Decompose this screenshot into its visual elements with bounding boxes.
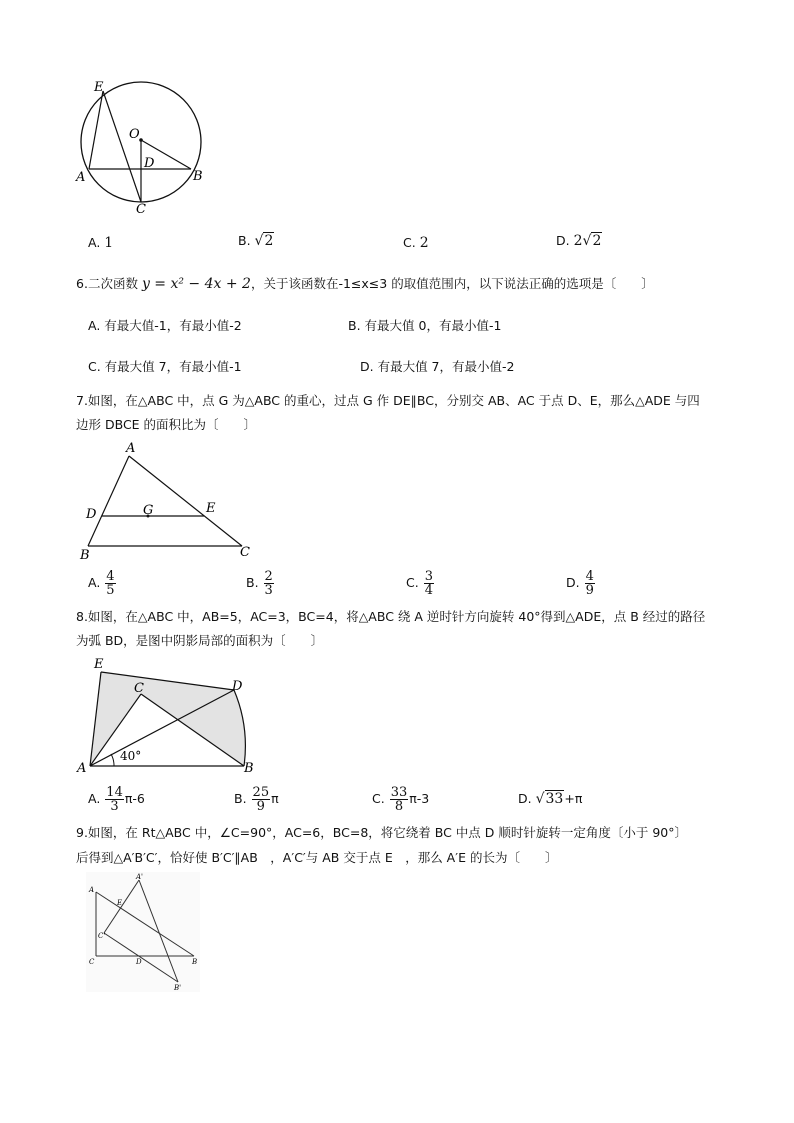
point-label-o: O — [129, 127, 140, 142]
point-label-c: C — [240, 545, 250, 560]
rotation-figure — [74, 656, 264, 778]
q7-stem-line2: 边形 DBCE 的面积比为〔 〕 — [76, 417, 257, 432]
option-letter: C. — [406, 575, 419, 590]
fraction — [264, 570, 274, 597]
option-letter: B. — [246, 575, 259, 590]
question-number: 6. — [76, 276, 88, 291]
option-letter: D. — [566, 575, 580, 590]
option-letter: B. — [238, 233, 251, 248]
option-letter: A. — [88, 575, 101, 590]
sqrt-expression: √2 — [582, 233, 602, 249]
q6-option-d: D. 有最大值 7，有最小值-2 — [360, 359, 515, 374]
rotation-figure-q9 — [86, 872, 200, 992]
denominator: 9 — [585, 583, 594, 598]
sqrt-expression: √2 — [254, 233, 274, 249]
point-label-e: E — [117, 899, 123, 907]
point-label-a: A — [126, 441, 136, 456]
point-label-e: E — [94, 657, 104, 672]
point-label-c: C — [134, 681, 144, 696]
q7-option-a — [88, 570, 117, 597]
option-tail: π-3 — [409, 791, 430, 806]
fraction — [105, 570, 115, 597]
q6-option-b: B. 有最大值 0，有最小值-1 — [348, 318, 502, 333]
q7-option-d — [566, 570, 596, 597]
numerator: 25 — [252, 785, 270, 800]
q8-option-b — [234, 786, 279, 813]
denominator: 5 — [106, 583, 115, 598]
option-letter: A. — [88, 791, 101, 806]
q8-stem-line2: 为弧 BD，是图中阴影局部的面积为〔 〕 — [76, 633, 324, 648]
numerator: 3 — [424, 569, 433, 584]
radicand: 2 — [592, 233, 602, 249]
point-label-b: B — [193, 169, 203, 184]
denominator: 3 — [110, 799, 119, 814]
q9-stem-line2: 后得到△A′B′C′，恰好使 B′C′∥AB ，A′C′与 AB 交于点 E ，那么 A′E 的长为〔 〕 — [76, 850, 558, 865]
q7-option-b — [246, 570, 275, 597]
point-label-c: C — [136, 202, 146, 217]
q9-stem-line1: 9.如图，在 Rt△ABC 中，∠C=90°，AC=6，BC=8，将它绕着 BC 中点 D 顺时针旋转一定角度〔小于 90°〕 — [76, 825, 687, 840]
option-tail: π-6 — [124, 791, 145, 806]
point-label-a-prime: A' — [136, 873, 143, 881]
q5-option-b — [238, 232, 274, 250]
point-label-a: A — [89, 886, 95, 894]
q5-option-a — [88, 234, 113, 252]
fraction — [390, 786, 409, 813]
option-letter: C. — [372, 791, 385, 806]
stem-text: 二次函数 — [87, 276, 138, 291]
option-tail: +π — [564, 791, 583, 806]
q7-stem-line1: 7.如图，在△ABC 中，点 G 为△ABC 的重心，过点 G 作 DE∥BC，分别交 AB、AC 于点 D、E，那么△ADE 与四 — [76, 393, 700, 408]
q6-option-c: C. 有最大值 7，有最小值-1 — [88, 359, 242, 374]
point-label-d: D — [136, 958, 142, 966]
radicand: 33 — [545, 791, 564, 807]
function-formula: y = x² − 4x + 2 — [141, 276, 251, 292]
numerator: 2 — [264, 569, 273, 584]
point-label-d: D — [144, 156, 155, 171]
option-letter: D. — [518, 791, 532, 806]
denominator: 9 — [256, 799, 265, 814]
point-label-a: A — [77, 761, 87, 776]
radicand: 2 — [264, 233, 274, 249]
option-letter: A. — [88, 235, 101, 250]
denominator: 4 — [424, 583, 433, 598]
denominator: 3 — [264, 583, 273, 598]
q5-option-c — [403, 234, 429, 252]
triangle-figure — [76, 438, 266, 563]
q8-option-d — [518, 790, 582, 808]
numerator: 4 — [106, 569, 115, 584]
point-label-e: E — [206, 501, 216, 516]
point-label-b: B — [80, 548, 90, 563]
option-tail: π — [271, 791, 279, 806]
q8-stem-line1: 8.如图，在△ABC 中，AB=5，AC=3，BC=4，将△ABC 绕 A 逆时针方向旋转 40°得到△ADE，点 B 经过的路径 — [76, 609, 706, 624]
q8-option-a — [88, 786, 145, 813]
fraction — [585, 570, 595, 597]
q6-stem — [76, 275, 654, 293]
point-label-b: B — [192, 958, 198, 966]
numerator: 33 — [390, 785, 408, 800]
sqrt-expression: √33 — [535, 791, 564, 807]
circle-figure — [70, 78, 220, 220]
fraction — [105, 786, 124, 813]
q6-option-a: A. 有最大值-1，有最小值-2 — [88, 318, 242, 333]
option-letter: B. — [234, 791, 247, 806]
point-label-d: D — [232, 679, 243, 694]
point-label-b-prime: B' — [174, 984, 182, 992]
option-value: 1 — [104, 235, 114, 251]
point-label-a: A — [76, 170, 86, 185]
option-value: 2 — [419, 235, 429, 251]
angle-label: 40° — [120, 749, 142, 763]
point-label-d: D — [86, 507, 97, 522]
coefficient: 2 — [573, 233, 583, 249]
fraction — [424, 570, 434, 597]
q8-option-c — [372, 786, 429, 813]
numerator: 4 — [585, 569, 594, 584]
q7-option-c — [406, 570, 435, 597]
point-label-c-prime: C' — [98, 932, 106, 940]
point-label-g: G — [143, 503, 154, 518]
fraction — [252, 786, 271, 813]
option-letter: D. — [556, 233, 570, 248]
q5-option-d — [556, 232, 602, 250]
numerator: 14 — [106, 785, 123, 800]
stem-text: ，关于该函数在-1≤x≤3 的取值范围内，以下说法正确的选项是〔 〕 — [250, 276, 654, 291]
point-label-b: B — [244, 761, 254, 776]
option-letter: C. — [403, 235, 416, 250]
point-label-c: C — [89, 958, 95, 966]
point-label-e: E — [94, 80, 104, 95]
denominator: 8 — [394, 799, 404, 814]
